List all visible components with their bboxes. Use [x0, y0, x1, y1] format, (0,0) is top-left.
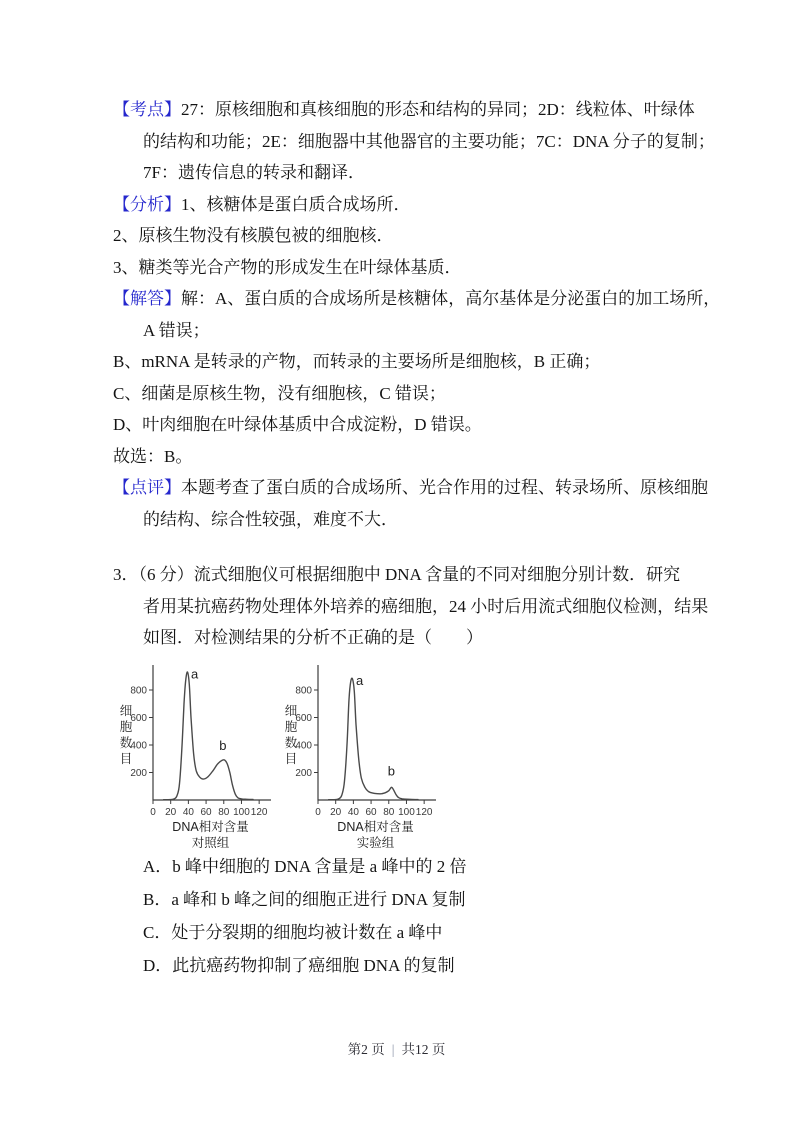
y-axis-label-char: 数: [284, 735, 298, 750]
y-tick-label: 600: [130, 712, 147, 724]
line-text: 故选：B。: [113, 446, 193, 466]
text-line: [113, 94, 713, 126]
peak-label-b: b: [219, 737, 227, 753]
text-line: [113, 850, 713, 883]
y-axis-label-char: 胞: [119, 719, 133, 734]
text-line: [113, 283, 721, 315]
flow-cytometry-chart-control: [113, 658, 278, 848]
line-text: 1、核糖体是蛋白质合成场所．: [181, 194, 411, 214]
line-text: C．处于分裂期的细胞均被计数在 a 峰中: [143, 922, 443, 942]
text-line: [113, 883, 713, 916]
text-line: [113, 916, 713, 949]
y-axis-label-char: 目: [284, 751, 298, 766]
x-tick-label: 0: [150, 806, 156, 818]
group-label: 对照组: [191, 835, 230, 848]
x-tick-label: 100: [398, 806, 415, 818]
x-tick-label: 0: [315, 806, 321, 818]
x-axis-label: DNA相对含量: [172, 819, 249, 834]
y-axis-label-char: 细: [119, 703, 133, 718]
group-label: 实验组: [356, 835, 395, 848]
x-tick-label: 120: [250, 806, 268, 818]
text-line: [113, 591, 713, 623]
line-text: 的结构、综合性较强，难度不大．: [143, 509, 398, 529]
histogram-curve: [329, 678, 418, 799]
text-line: [113, 559, 713, 591]
line-text: 27：原核细胞和真核细胞的形态和结构的异同；2D：线粒体、叶绿体: [181, 100, 695, 119]
text-line: [113, 189, 713, 221]
line-text: 的结构和功能；2E：细胞器中其他器官的主要功能；7C：DNA 分子的复制；: [143, 131, 715, 151]
peak-label-a: a: [190, 665, 199, 681]
line-text: B、mRNA 是转录的产物，而转录的主要场所是细胞核，B 正确；: [113, 352, 601, 371]
line-text: A 错误；: [143, 320, 210, 340]
y-tick-label: 400: [130, 740, 147, 751]
y-axis-label-char: 目: [119, 751, 133, 766]
line-text: 本题考查了蛋白质的合成场所、光合作用的过程、转录场所、原核细胞: [181, 478, 708, 497]
text-line: [113, 252, 713, 284]
x-tick-label: 100: [233, 806, 250, 818]
answer-explanation-block: [113, 94, 721, 535]
text-line: [113, 409, 713, 441]
text-line: [113, 441, 713, 473]
line-text: 解：A、蛋白质的合成场所是核糖体，高尔基体是分泌蛋白的加工场所，: [181, 289, 721, 308]
x-tick-label: 120: [415, 806, 433, 818]
line-text: D、叶肉细胞在叶绿体基质中合成淀粉，D 错误。: [113, 415, 482, 434]
section-marker: 【解答】: [113, 289, 181, 308]
footer-total-pages: 共12 页: [401, 1042, 446, 1057]
y-tick-label: 600: [295, 712, 312, 724]
flow-cytometry-chart-experimental: [278, 658, 443, 848]
x-tick-label: 20: [330, 806, 342, 818]
text-line: [113, 378, 713, 410]
y-axis-label-char: 数: [119, 735, 133, 750]
flow-cytometry-figure: [113, 658, 713, 848]
peak-label-a: a: [355, 672, 364, 688]
text-line: [113, 949, 713, 982]
section-marker: 【分析】: [113, 194, 181, 214]
text-line: [113, 126, 713, 158]
answer-options-block: [113, 850, 713, 982]
line-text: 者用某抗癌药物处理体外培养的癌细胞，24 小时后用流式细胞仪检测，结果: [143, 596, 709, 616]
line-text: 2、原核生物没有核膜包被的细胞核．: [113, 226, 394, 245]
section-marker: 【考点】: [113, 100, 181, 119]
x-tick-label: 40: [182, 806, 194, 818]
x-tick-label: 80: [218, 806, 230, 818]
y-tick-label: 800: [295, 685, 312, 696]
text-line: [113, 504, 713, 536]
text-line: [113, 622, 713, 654]
x-tick-label: 60: [365, 806, 377, 818]
y-tick-label: 200: [130, 767, 147, 779]
y-axis-label-char: 细: [284, 703, 298, 718]
chart-axes: [153, 665, 271, 800]
chart-axes: [318, 665, 436, 800]
footer-separator: |: [391, 1042, 395, 1057]
text-line: [113, 346, 713, 378]
x-axis-label: DNA相对含量: [337, 819, 414, 834]
line-text: B．a 峰和 b 峰之间的细胞正进行 DNA 复制: [143, 889, 466, 909]
x-tick-label: 80: [383, 806, 395, 818]
line-text: A．b 峰中细胞的 DNA 含量是 a 峰中的 2 倍: [143, 856, 467, 876]
page-content: [113, 94, 721, 982]
y-tick-label: 200: [295, 767, 312, 779]
histogram-curve: [164, 672, 253, 800]
line-text: 如图．对检测结果的分析不正确的是（ ）: [143, 628, 483, 647]
y-tick-label: 800: [130, 685, 147, 696]
text-line: [113, 157, 713, 189]
y-axis-label-char: 胞: [284, 719, 298, 734]
text-line: [113, 220, 713, 252]
line-text: 3、糖类等光合产物的形成发生在叶绿体基质．: [113, 257, 462, 277]
peak-label-b: b: [387, 762, 396, 778]
question-3-block: [113, 559, 713, 654]
y-tick-label: 400: [295, 740, 312, 751]
footer-page-number: 第2 页: [347, 1042, 385, 1057]
x-tick-label: 60: [200, 806, 212, 818]
text-line: [113, 472, 713, 504]
line-text: 3．（6 分）流式细胞仪可根据细胞中 DNA 含量的不同对细胞分别计数．研究: [113, 565, 681, 584]
text-line: [113, 315, 713, 347]
x-tick-label: 40: [347, 806, 359, 818]
section-marker: 【点评】: [113, 478, 181, 497]
page-footer: [0, 1038, 793, 1058]
line-text: 7F：遗传信息的转录和翻译．: [143, 163, 365, 182]
line-text: D．此抗癌药物抑制了癌细胞 DNA 的复制: [143, 955, 455, 975]
x-tick-label: 20: [165, 806, 177, 818]
line-text: C、细菌是原核生物，没有细胞核，C 错误；: [113, 383, 446, 403]
